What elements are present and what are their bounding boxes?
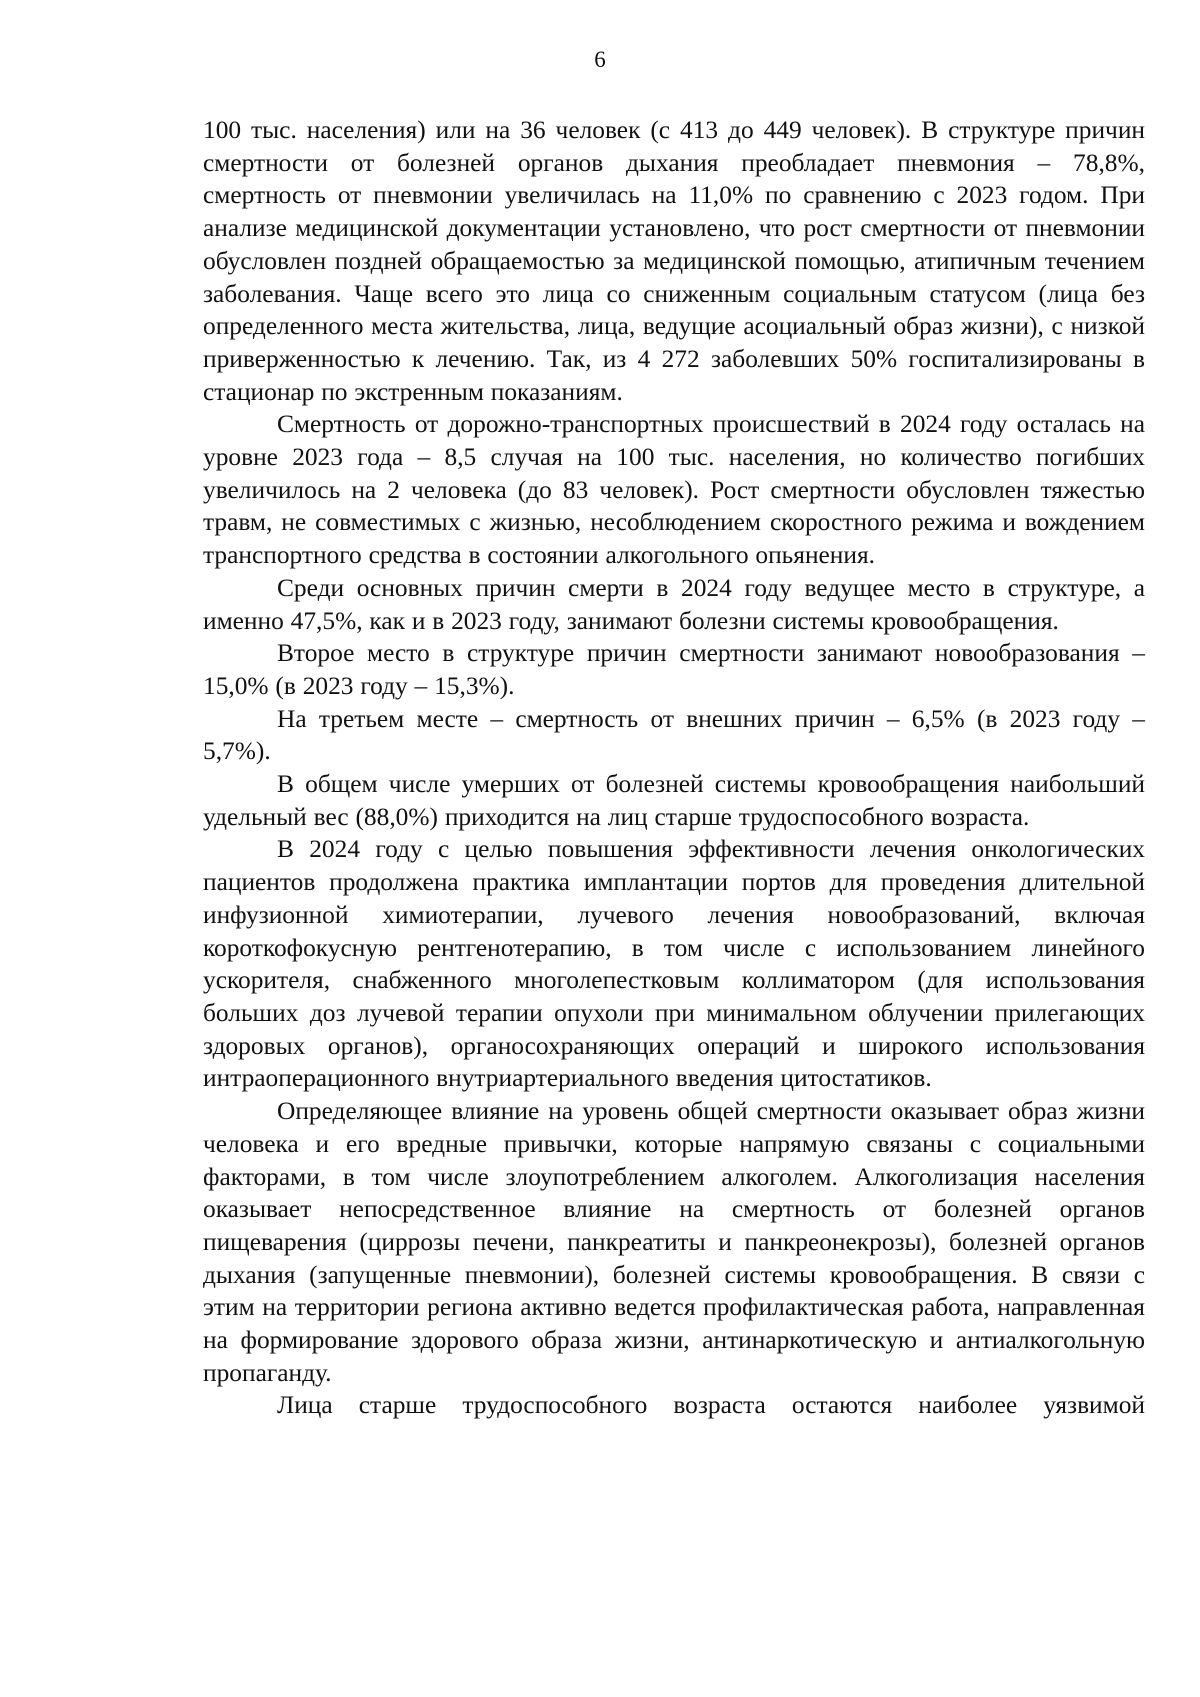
paragraph-second-place-neoplasms: Второе место в структуре причин смертности занимают новообразования – 15,0% (в 2023 году – 15,3%). <box>203 639 1145 700</box>
paragraph-circulatory-elderly-share: В общем числе умерших от болезней системы кровообращения наибольший удельный вес (88,0%) приходится на лиц старше трудоспособного возраста. <box>203 770 1145 831</box>
paragraph-road-traffic-mortality: Смертность от дорожно-транспортных происшествий в 2024 году осталась на уровне 2023 года – 8,5 случая на 100 тыс. населения, но количество погибших увеличилось на 2 человека (до 83 человек). Рост смертности обусловлен тяжестью травм, не совместимых с жизнью, несоблюдением скоростного режима и вождением транспортного средства в состоянии алкогольного опьянения. <box>203 410 1145 570</box>
paragraph-respiratory-mortality: 100 тыс. населения) или на 36 человек (с 413 до 449 человек). В структуре причин смертности от болезней органов дыхания преобладает пневмония – 78,8%, смертность от пневмонии увеличилась на 11,0% по сравнению с 2023 годом. При анализе медицинской документации установлено, что рост смертности от пневмонии обусловлен поздней обращаемостью за медицинской помощью, атипичным течением заболевания. Чаще всего это лица со сниженным социальным статусом (лица без определенного места жительства, лица, ведущие асоциальный образ жизни), с низкой приверженностью к лечению. Так, из 4 272 заболевших 50% госпитализированы в стационар по экстренным показаниям. <box>203 116 1145 406</box>
paragraph-main-death-causes: Среди основных причин смерти в 2024 году ведущее место в структуре, а именно 47,5%, как и в 2023 году, занимают болезни системы кровообращения. <box>203 573 1145 635</box>
paragraph-third-place-external-causes: На третьем месте – смертность от внешних причин – 6,5% (в 2023 году – 5,7%). <box>203 704 1145 766</box>
document-body <box>203 114 1145 1422</box>
paragraph-oncology-treatment: В 2024 году с целью повышения эффективности лечения онкологических пациентов продолжена практика имплантации портов для проведения длительной инфузионной химиотерапии, лучевого лечения новообразований, включая короткофокусную рентгенотерапию, в том числе с использованием линейного ускорителя, снабженного многолепестковым коллиматором (для использования больших доз лучевой терапии опухоли при минимальном облучении прилегающих здоровых органов), органосохраняющих операций и широкого использования интраоперационного внутриартериального введения цитостатиков. <box>203 835 1145 1093</box>
paragraph-elderly-vulnerable: Лица старше трудоспособного возраста остаются наиболее уязвимой <box>277 1391 1145 1420</box>
paragraph-lifestyle-alcohol: Определяющее влияние на уровень общей смертности оказывает образ жизни человека и его вредные привычки, которые напрямую связаны с социальными факторами, в том числе злоупотреблением алкоголем. Алкоголизация населения оказывает непосредственное влияние на смертность от болезней органов пищеварения (циррозы печени, панкреатиты и панкреонекрозы), болезней органов дыхания (запущенные пневмонии), болезней системы кровообращения. В связи с этим на территории региона активно ведется профилактическая работа, направленная на формирование здорового образа жизни, антинаркотическую и антиалкогольную пропаганду. <box>203 1097 1145 1387</box>
page-number: 6 <box>594 47 606 72</box>
